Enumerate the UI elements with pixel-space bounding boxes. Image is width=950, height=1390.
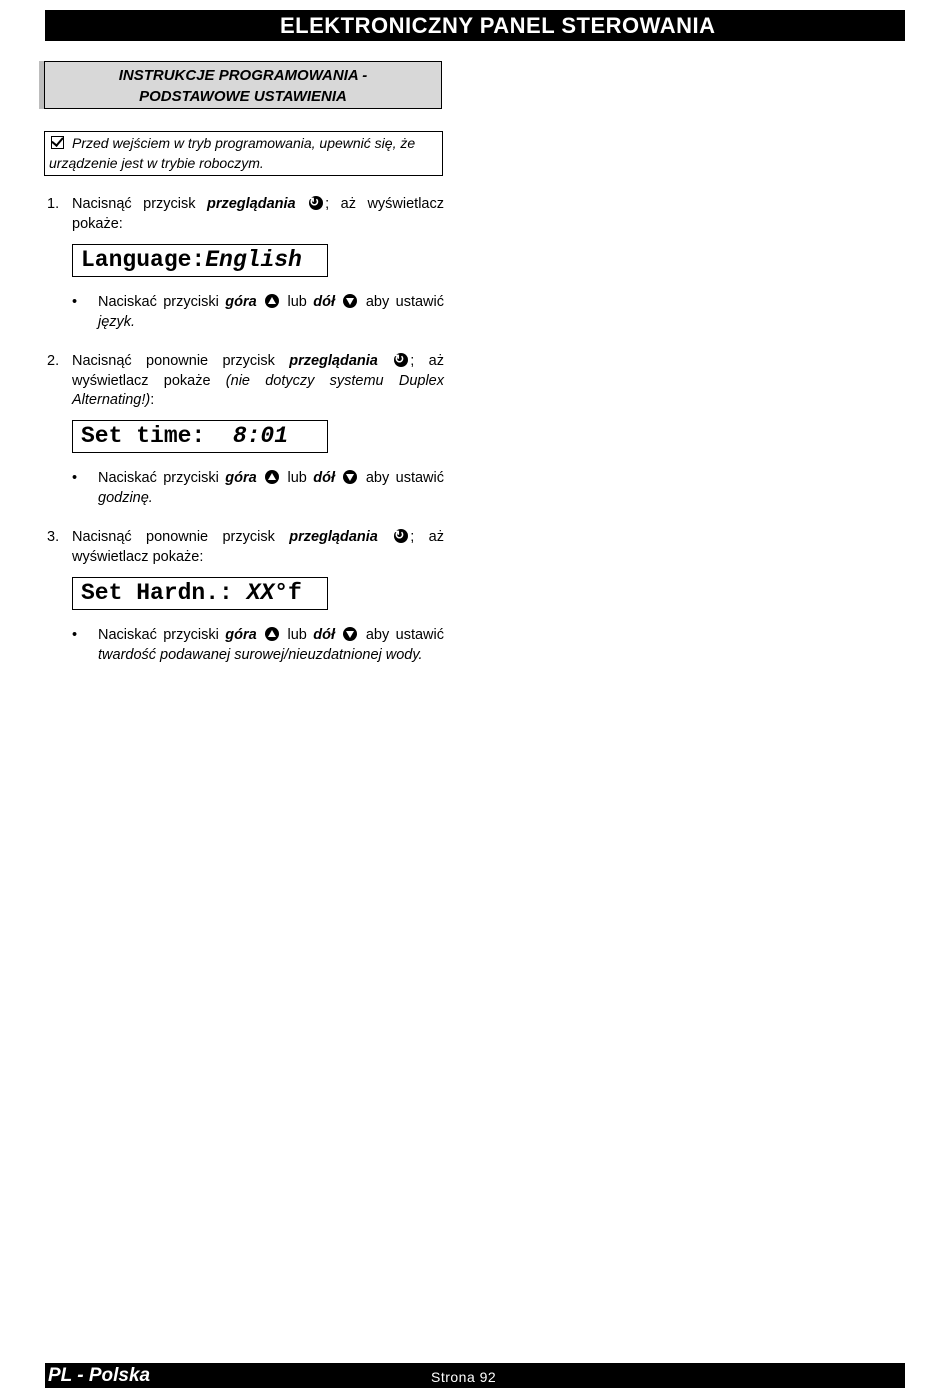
note-text: Przed wejściem w tryb programowania, upewnić się, że urządzenie jest w trybie roboczym. — [49, 135, 416, 171]
bullet-icon: • — [72, 470, 78, 486]
lcd-text: Language: — [81, 247, 206, 273]
scroll-icon — [309, 196, 323, 210]
step-text: ; aż wyświetlacz pokaże: — [72, 196, 444, 232]
footer-bar — [45, 1363, 905, 1388]
bullet-2 — [72, 469, 444, 508]
step-2 — [44, 352, 444, 411]
up-arrow-icon — [265, 470, 279, 484]
down-key-label: dół — [313, 627, 336, 643]
step-text: Nacisnąć przycisk — [72, 196, 207, 212]
section-heading-line2: PODSTAWOWE USTAWIENIA — [139, 88, 347, 105]
step-number: 3. — [47, 529, 60, 545]
bullet-text: aby ustawić — [359, 470, 444, 486]
down-arrow-icon — [343, 294, 357, 308]
page-title: ELEKTRONICZNY PANEL STEROWANIA — [280, 13, 716, 38]
up-arrow-icon — [265, 294, 279, 308]
step-text: : — [150, 392, 155, 408]
bullet-text: Naciskać przyciski — [98, 627, 226, 643]
lcd-text: Set time: — [81, 423, 233, 449]
lcd-value: XX — [246, 580, 275, 606]
down-key-label: dół — [313, 470, 336, 486]
bullet-value: godzinę. — [98, 489, 153, 506]
lcd-text: Set Hardn.: — [81, 580, 247, 606]
bullet-icon: • — [72, 294, 78, 310]
bullet-value: twardość podawanej surowej/nieuzdatnionej wody. — [98, 646, 423, 663]
lcd-display-language — [72, 244, 328, 277]
bullet-text: Naciskać przyciski — [98, 294, 226, 310]
note-box — [44, 131, 443, 176]
down-key-label: dół — [313, 294, 336, 310]
lcd-unit: °f — [274, 580, 302, 606]
step-text: Nacisnąć ponownie przycisk — [72, 353, 290, 369]
lcd-display-time — [72, 420, 328, 453]
step-number: 1. — [47, 196, 60, 212]
down-arrow-icon — [343, 627, 357, 641]
lcd-display-hardness — [72, 577, 328, 610]
bullet-text: lub — [281, 470, 314, 486]
step-number: 2. — [47, 353, 60, 369]
bullet-1 — [72, 293, 444, 332]
bullet-text: aby ustawić — [359, 627, 444, 643]
scroll-icon — [394, 529, 408, 543]
step-text: Nacisnąć ponownie przycisk — [72, 529, 290, 545]
lcd-value: English — [205, 247, 302, 273]
lcd-value: 8:01 — [232, 423, 289, 449]
bullet-text: aby ustawić — [359, 294, 444, 310]
step-3 — [44, 528, 444, 567]
checkbox-icon — [51, 136, 64, 149]
header-bar — [45, 10, 905, 41]
step-text: ; aż wyświetlacz pokaże — [72, 353, 444, 389]
scroll-key-label: przeglądania — [206, 196, 296, 212]
step-1 — [44, 195, 444, 234]
up-key-label: góra — [225, 294, 257, 310]
bullet-text: Naciskać przyciski — [98, 470, 226, 486]
step-note: (nie dotyczy systemu Duplex Alternating!) — [72, 372, 444, 408]
up-key-label: góra — [225, 470, 257, 486]
bullet-value: język. — [98, 313, 136, 330]
scroll-icon — [394, 353, 408, 367]
up-key-label: góra — [225, 627, 257, 643]
page-number: Strona 92 — [431, 1369, 497, 1385]
section-heading-line1: INSTRUKCJE PROGRAMOWANIA - — [118, 67, 368, 84]
bullet-3 — [72, 626, 444, 665]
footer-language: PL - Polska — [48, 1365, 151, 1386]
scroll-key-label: przeglądania — [289, 529, 378, 545]
down-arrow-icon — [343, 470, 357, 484]
bullet-icon: • — [72, 627, 78, 643]
step-text: ; aż wyświetlacz pokaże: — [72, 529, 444, 565]
bullet-text: lub — [281, 294, 314, 310]
scroll-key-label: przeglądania — [289, 353, 378, 369]
bullet-text: lub — [281, 627, 314, 643]
section-heading — [44, 61, 442, 109]
up-arrow-icon — [265, 627, 279, 641]
